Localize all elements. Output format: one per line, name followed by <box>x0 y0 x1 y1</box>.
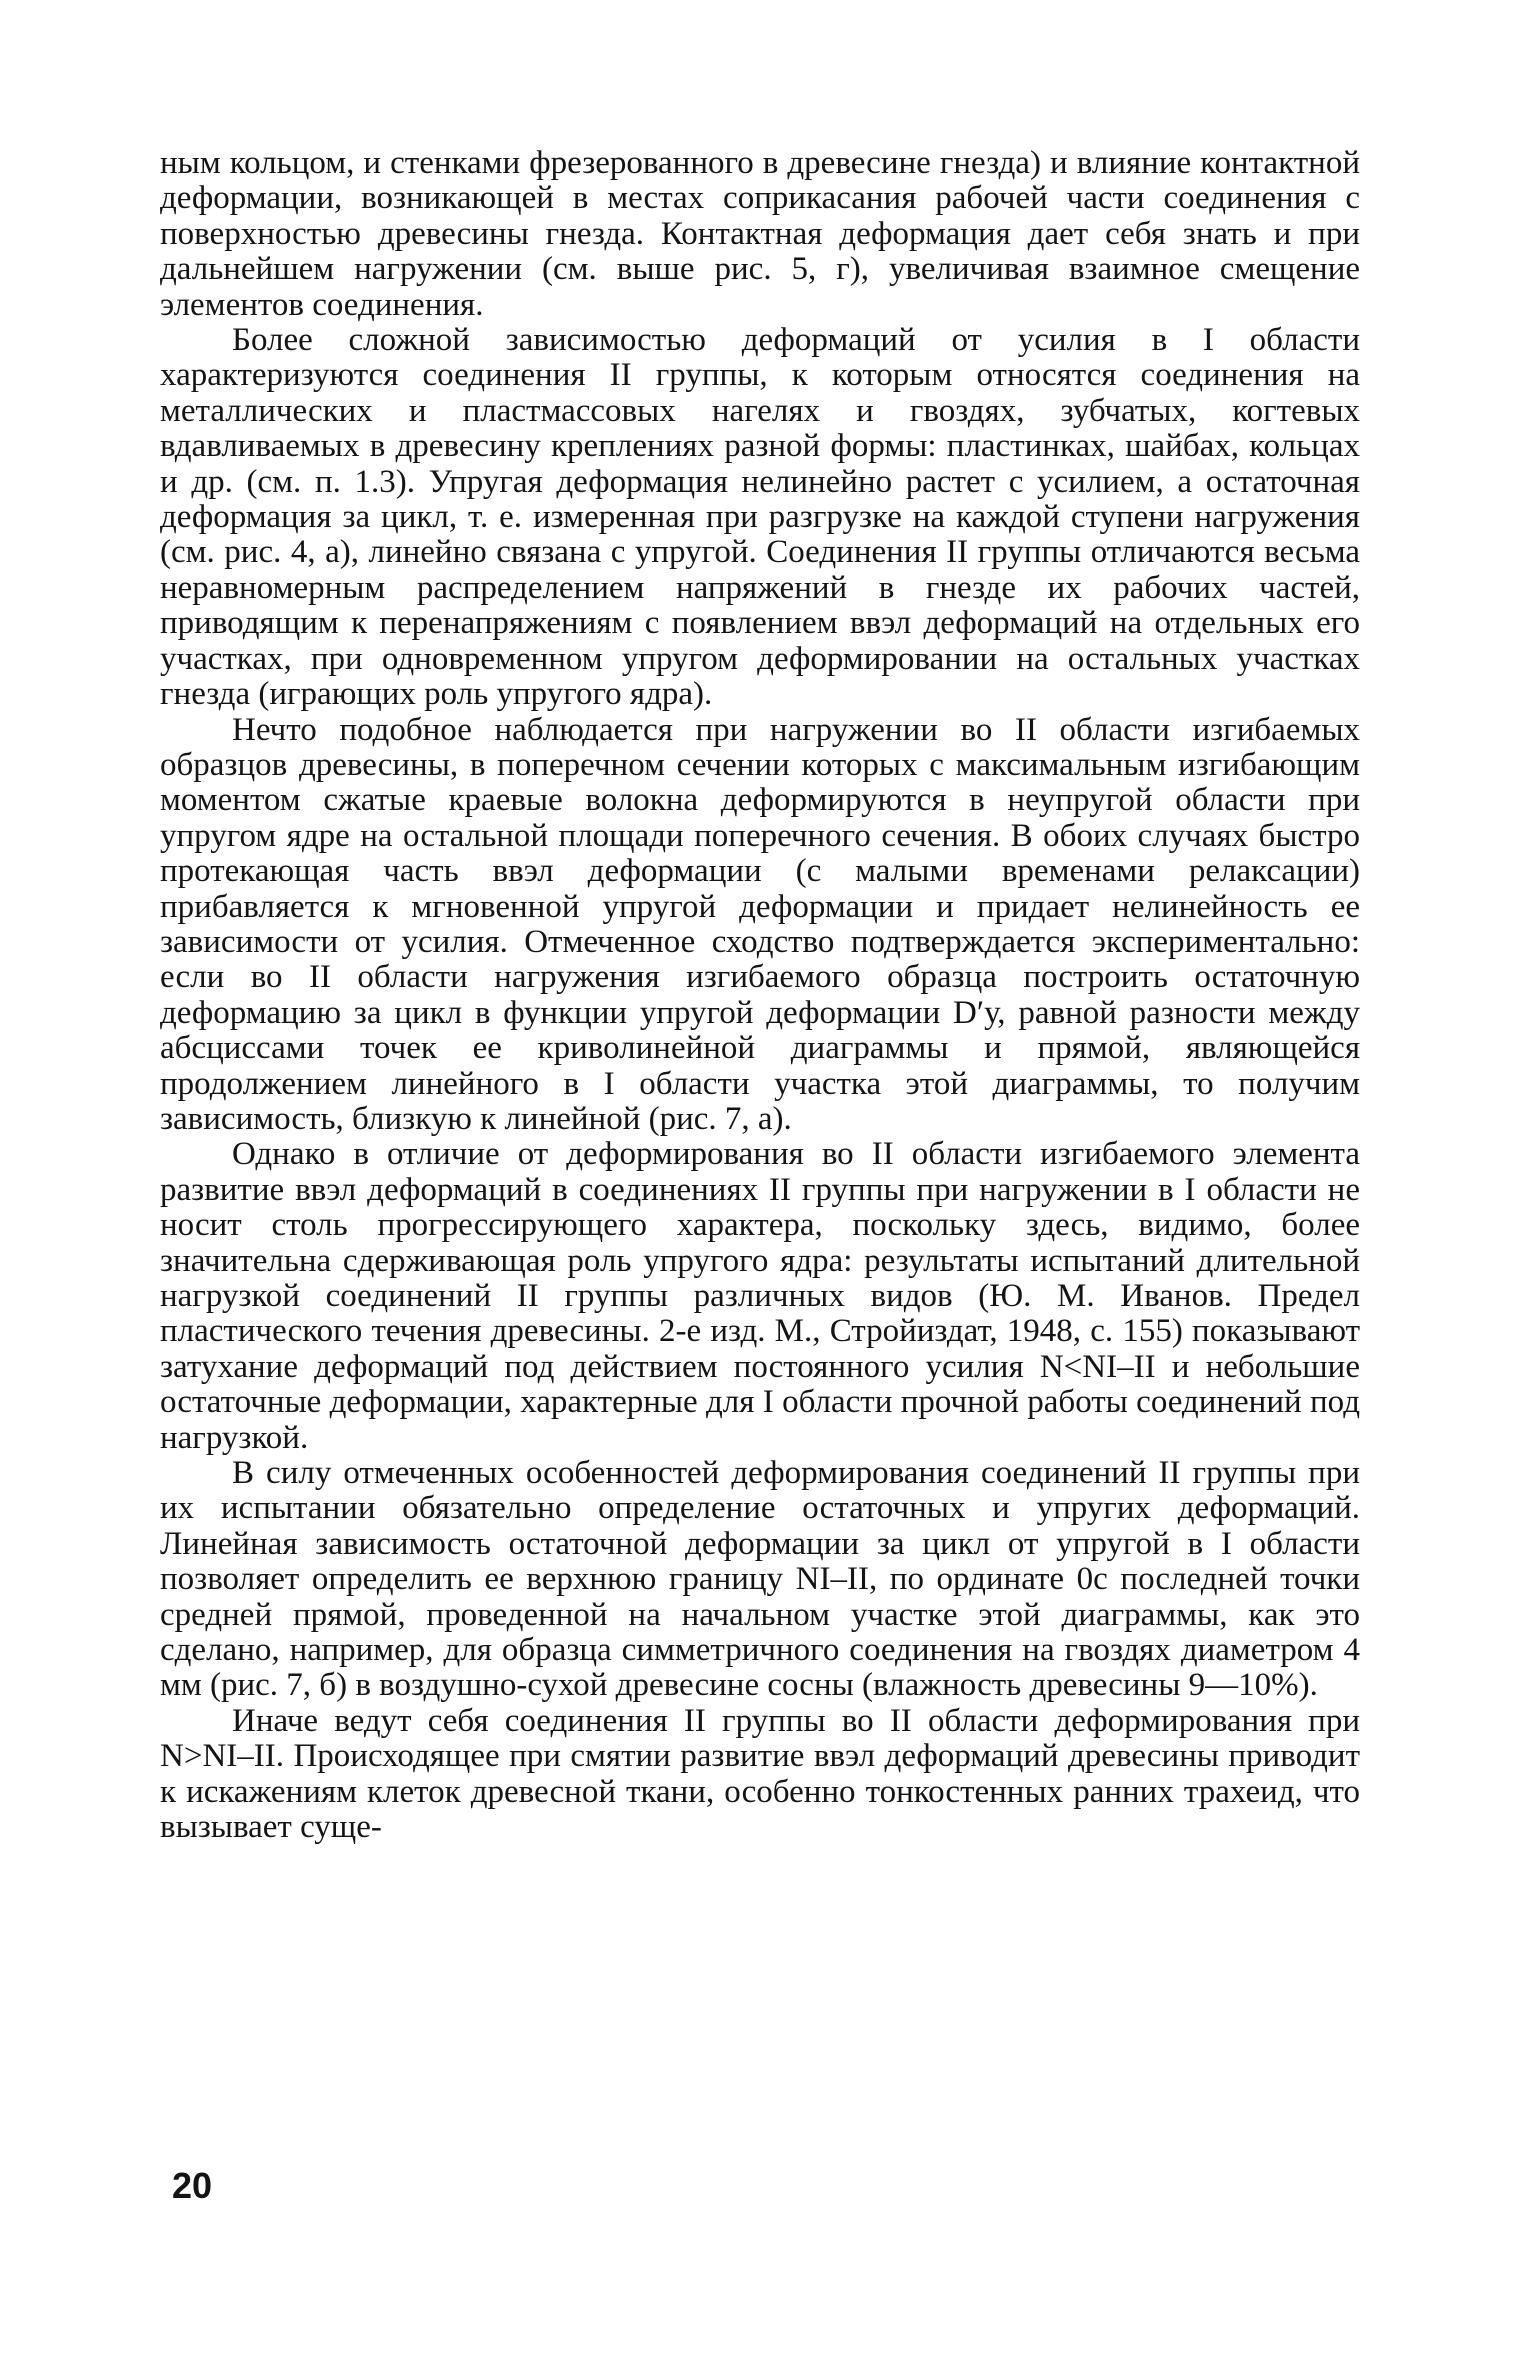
paragraph-2: Более сложной зависимостью деформаций от усилия в I области характеризуются соединения II группы, к которым относятся соединения на металлических и пластмассовых нагелях и гвоздях, зубчатых, когтевых вдавливаемых в древесину креплениях разной формы: пластинках, шайбах, кольцах и др. (см. п. 1.3). Упругая деформация нелинейно растет с усилием, а остаточная деформация за цикл, т. е. измеренная при разгрузке на каждой ступени нагружения (см. рис. 4, а), линейно связана с упругой. Соединения II группы отличаются весьма неравномерным распределением напряжений в гнезде их рабочих частей, приводящим к перенапряжениям с появлением ввэл деформаций на отдельных его участках, при одновременном упругом деформировании на остальных участках гнезда (играющих роль упругого ядра). <box>160 322 1360 713</box>
paragraph-3: Нечто подобное наблюдается при нагружении во II области изгибаемых образцов древесины, в поперечном сечении которых с максимальным изгибающим моментом сжатые краевые волокна деформируются в неупругой области при упругом ядре на остальной площади поперечного сечения. В обоих случаях быстро протекающая часть ввэл деформации (с малыми временами релаксации) прибавляется к мгновенной упругой деформации и придает нелинейность ее зависимости от усилия. Отмеченное сходство подтверждается экспериментально: если во II области нагружения изгибаемого образца построить остаточную деформацию за цикл в функции упругой деформации D′у, равной разности между абсциссами точек ее криволинейной диаграммы и прямой, являющейся продолжением линейного в I области участка этой диаграммы, то получим зависимость, близкую к линейной (рис. 7, а). <box>160 711 1360 1137</box>
paragraph-6: Иначе ведут себя соединения II группы во II области деформирования при N>NI–II. Происходящее при смятии развитие ввэл деформаций древесины приводит к искажениям клеток древесной ткани, особенно тонкостенных ранних трахеид, что вызывает суще- <box>160 1702 1360 1846</box>
paragraph-4: Однако в отличие от деформирования во II области изгибаемого элемента развитие ввэл деформаций в соединениях II группы при нагружении в I области не носит столь прогрессирующего характера, поскольку здесь, видимо, более значительна сдерживающая роль упругого ядра: результаты испытаний длительной нагрузкой соединений II группы различных видов (Ю. М. Иванов. Предел пластического течения древесины. 2-е изд. М., Стройиздат, 1948, с. 155) показывают затухание деформаций под действием постоянного усилия N<NI–II и небольшие остаточные деформации, характерные для I области прочной работы соединений под нагрузкой. <box>160 1136 1360 1456</box>
paragraph-5: В силу отмеченных особенностей деформирования соединений II группы при их испытании обязательно определение остаточных и упругих деформаций. Линейная зависимость остаточной деформации за цикл от упругой в I области позволяет определить ее верхнюю границу NI–II, по ординате 0с последней точки средней прямой, проведенной на начальном участке этой диаграммы, как это сделано, например, для образца симметричного соединения на гвоздях диаметром 4 мм (рис. 7, б) в воздушно-сухой древесине сосны (влажность древесины 9—10%). <box>160 1455 1360 1704</box>
page-number: 20 <box>172 2165 213 2206</box>
book-page <box>160 146 1360 2326</box>
paragraph-1: ным кольцом, и стенками фрезерованного в древесине гнезда) и влияние контактной деформации, возникающей в местах соприкасания рабочей части соединения с поверхностью древесины гнезда. Контактная деформация дает себя знать и при дальнейшем нагружении (см. выше рис. 5, г), увеличивая взаимное смещение элементов соединения. <box>160 145 1360 323</box>
